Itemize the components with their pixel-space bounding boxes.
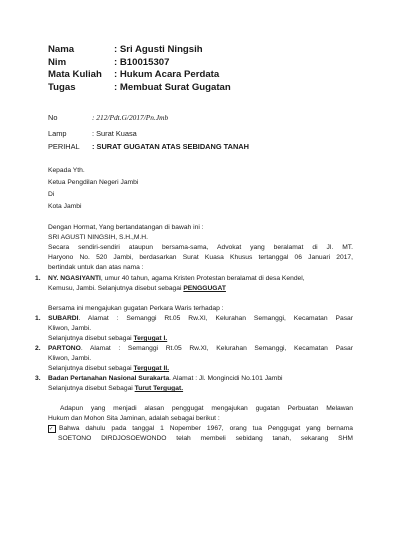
defendant-2-role: Tergugat II.: [133, 365, 170, 372]
closing-para-line-1: Adapun yang menjadi alasan penggugat mengajukan gugatan Perbuatan Melawan: [60, 405, 353, 412]
plaintiff-name: NY. NGASIYANTI: [48, 275, 101, 282]
recipient-line-2: Ketua Pengdilan Negeri Jambi: [48, 179, 139, 186]
defendant-1-name: SUBARDI: [48, 315, 79, 322]
advocate-para-line-3: bertindak untuk dan atas nama :: [48, 264, 144, 271]
defendant-3-role: Turut Tergugat.: [134, 385, 184, 392]
meta-number: No : 212/Pdt.G/2017/Pn.Jmb: [48, 113, 169, 122]
defendant-1-role-line: Selanjutnya disebut sebagai Tergugat I.: [48, 335, 168, 342]
student-header: [48, 44, 231, 94]
meta-subject: PERIHAL : SURAT GUGATAN ATAS SEBIDANG TANAH: [48, 142, 249, 151]
plaintiff-role: PENGGUGAT: [183, 285, 226, 292]
defendant-1-line-2: Kliwon, Jambi.: [48, 325, 92, 332]
defendant-2-line-2: Kliwon, Jambi.: [48, 355, 92, 362]
recipient-line-3: Di: [48, 191, 55, 198]
defendant-2-name: PARTONO: [48, 345, 81, 352]
point-1-line-2: SOETONO DIRDJOSOEWONDO telah membeli sebidang tanah, sekarang SHM: [58, 435, 353, 442]
plaintiff-line-2: Kemusu, Jambi. Selanjutnya disebut sebagai PENGGUGAT: [48, 285, 226, 292]
point-1-line-1: ✓ Bahwa dahulu pada tanggal 1 Nopember 1967, orang tua Penggugat yang bernama: [49, 425, 353, 432]
closing-para-line-2: Hukum dan Mohon Sita Jaminan, adalah sebagai berikut :: [48, 415, 220, 422]
defendant-1-entry: 1. SUBARDI. Alamat : Semanggi Rt.05 Rw.XI, Kelurahan Semanggi, Kecamatan Pasar: [35, 315, 353, 322]
letter-meta: [48, 112, 249, 153]
defendant-3-entry: 3. Badan Pertanahan Nasional Surakarta. Alamat : Jl. Mongincidi No.101 Jambi: [35, 375, 283, 382]
advocate-name: SRI AGUSTI NINGSIH, S.H.,M.H.: [48, 234, 148, 241]
advocate-para-line-2: Haryono No. 520 Jambi, berdasarkan Surat Kuasa Khusus tertanggal 06 Januari 2017,: [48, 254, 353, 261]
header-row-course: Mata Kuliah : Hukum Acara Perdata: [48, 69, 220, 80]
plaintiff-entry: 1. NY. NGASIYANTI, umur 40 tahun, agama Kristen Protestan beralamat di desa Kendel,: [35, 275, 305, 282]
defendant-1-role: Tergugat I.: [133, 335, 168, 342]
greeting: Dengan Hormat, Yang bertandatangan di bawah ini :: [48, 224, 204, 231]
header-row-name: Nama : Sri Agusti Ningsih: [48, 44, 203, 55]
defendant-3-role-line: Selanjutnya disebut Sebagai Turut Tergugat.: [48, 385, 184, 392]
checkbox-icon: ✓: [48, 425, 56, 433]
defendant-2-entry: 2. PARTONO. Alamat : Semanggi Rt.05 Rw.XI, Kelurahan Semanggi, Kecamatan Pasar: [35, 345, 353, 352]
header-row-nim: Nim : B10015307: [48, 56, 170, 68]
defendant-2-role-line: Selanjutnya disebut sebagai Tergugat II.: [48, 365, 170, 372]
advocate-para-line-1: Secara sendiri-sendiri ataupun bersama-sama, Advokat yang beralamat di Jl. MT.: [48, 244, 353, 251]
recipient-line-4: Kota Jambi: [48, 203, 82, 210]
header-row-task: Tugas : Membuat Surat Gugatan: [48, 81, 231, 93]
defendant-3-name: Badan Pertanahan Nasional Surakarta: [48, 375, 170, 382]
recipient-line-1: Kepada Yth.: [48, 167, 85, 174]
defendants-intro: Bersama ini mengajukan gugatan Perkara Waris terhadap :: [48, 305, 224, 312]
meta-attachment: Lamp : Surat Kuasa: [48, 129, 137, 138]
letter-body: [35, 166, 353, 444]
